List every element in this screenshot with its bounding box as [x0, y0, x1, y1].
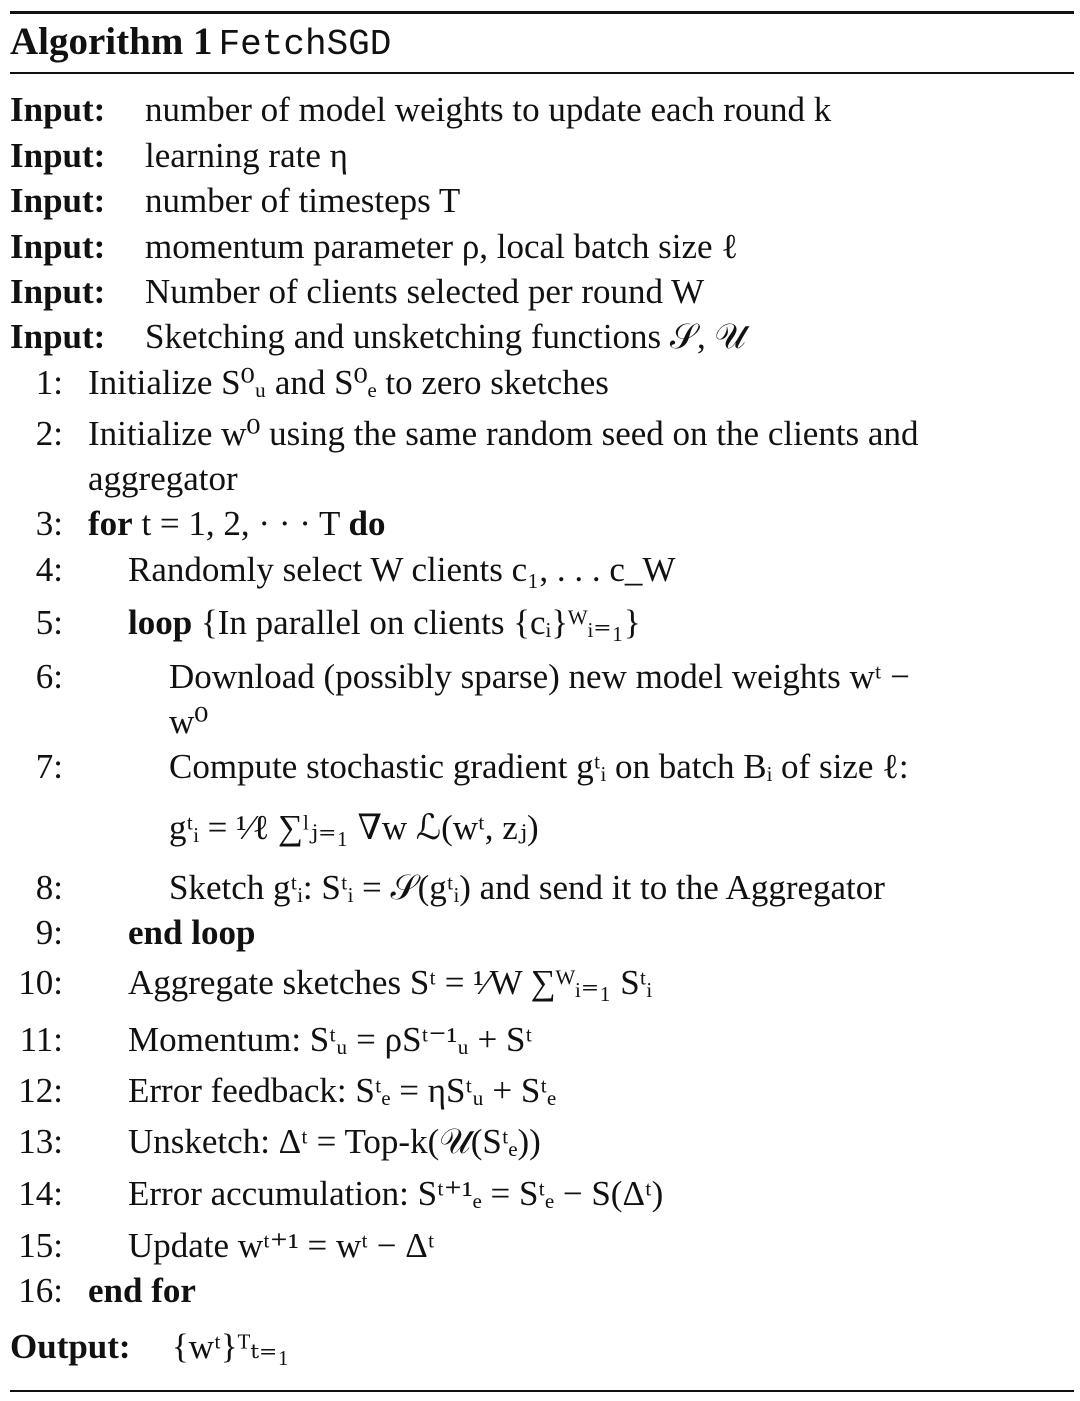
step-number: 9:	[35, 913, 63, 952]
step-number: 11:	[19, 1020, 63, 1059]
step-continuation: gᵗᵢ = ¹⁄ℓ ∑ˡⱼ₌₁ ∇w ℒ(wᵗ, zⱼ)	[169, 808, 539, 847]
step-text: Error accumulation: Sᵗ⁺¹ₑ = Sᵗₑ − S(Δᵗ)	[128, 1174, 664, 1213]
step-text: Sketch gᵗᵢ: Sᵗᵢ = 𝒮(gᵗᵢ) and send it to the Aggregator	[169, 868, 885, 907]
step-number: 13:	[18, 1122, 63, 1161]
step-number: 1:	[35, 363, 63, 402]
input-label: Input:	[10, 90, 106, 129]
input-text: number of model weights to update each round k	[145, 90, 832, 129]
step-number: 4:	[35, 550, 63, 589]
step-text	[88, 1270, 196, 1312]
keyword-end-loop: end loop	[128, 913, 256, 952]
step-number: 5:	[35, 603, 63, 642]
step-number: 15:	[18, 1226, 63, 1265]
step-number: 16:	[18, 1271, 63, 1310]
bottom-rule	[10, 1390, 1074, 1392]
algorithm-name: FetchSGD	[218, 24, 392, 65]
keyword-end-for: end for	[88, 1271, 196, 1310]
step-number: 6:	[35, 657, 63, 696]
step-text: Momentum: Sᵗᵤ = ρSᵗ⁻¹ᵤ + Sᵗ	[128, 1020, 533, 1059]
step-number: 3:	[35, 504, 63, 543]
step-text: Compute stochastic gradient gᵗᵢ on batch Bᵢ of size ℓ:	[169, 747, 909, 786]
output-text: {wᵗ}ᵀₜ₌₁	[172, 1327, 290, 1366]
step-text	[128, 912, 255, 954]
step-number: 2:	[35, 414, 63, 453]
input-label: Input:	[10, 272, 106, 311]
step-number: 7:	[35, 747, 63, 786]
input-text: Sketching and unsketching functions 𝒮, 𝒰	[145, 317, 747, 356]
keyword-loop: loop	[128, 603, 193, 642]
loop-comment: {In parallel on clients {cᵢ}ᵂᵢ₌₁}	[192, 603, 641, 642]
keyword-do: do	[348, 504, 386, 543]
step-number: 10:	[18, 963, 63, 1002]
keyword-for: for	[88, 504, 133, 543]
algorithm-title	[10, 19, 391, 68]
step-number: 12:	[18, 1071, 63, 1110]
step-text: Initialize S⁰ᵤ and S⁰ₑ to zero sketches	[88, 363, 609, 402]
output-label: Output:	[10, 1327, 131, 1366]
step-text	[128, 602, 641, 644]
loop-range: t = 1, 2, · · · T	[132, 504, 349, 543]
input-label: Input:	[10, 317, 106, 356]
step-text: Error feedback: Sᵗₑ = ηSᵗᵤ + Sᵗₑ	[128, 1071, 557, 1110]
step-text: Initialize w⁰ using the same random seed on the clients and	[88, 414, 919, 453]
input-label: Input:	[10, 227, 106, 266]
input-text: number of timesteps T	[145, 181, 461, 220]
header-rule	[10, 72, 1074, 74]
input-label: Input:	[10, 136, 106, 175]
step-text	[88, 503, 385, 545]
step-continuation: aggregator	[88, 459, 238, 498]
step-continuation: w⁰	[169, 702, 209, 741]
step-text: Aggregate sketches Sᵗ = ¹⁄W ∑ᵂᵢ₌₁ Sᵗᵢ	[128, 963, 653, 1002]
input-text: Number of clients selected per round W	[145, 272, 705, 311]
input-text: learning rate η	[145, 136, 348, 175]
step-text: Download (possibly sparse) new model weights wᵗ −	[169, 657, 910, 696]
algorithm-label: Algorithm 1	[10, 20, 213, 63]
top-rule	[10, 11, 1074, 14]
step-number: 14:	[18, 1174, 63, 1213]
step-text: Unsketch: Δᵗ = Top-k(𝒰(Sᵗₑ))	[128, 1122, 541, 1161]
step-text: Update wᵗ⁺¹ = wᵗ − Δᵗ	[128, 1226, 435, 1265]
step-text: Randomly select W clients c₁, . . . c_W	[128, 550, 676, 589]
input-text: momentum parameter ρ, local batch size ℓ	[145, 227, 739, 266]
input-label: Input:	[10, 181, 106, 220]
step-number: 8:	[35, 868, 63, 907]
